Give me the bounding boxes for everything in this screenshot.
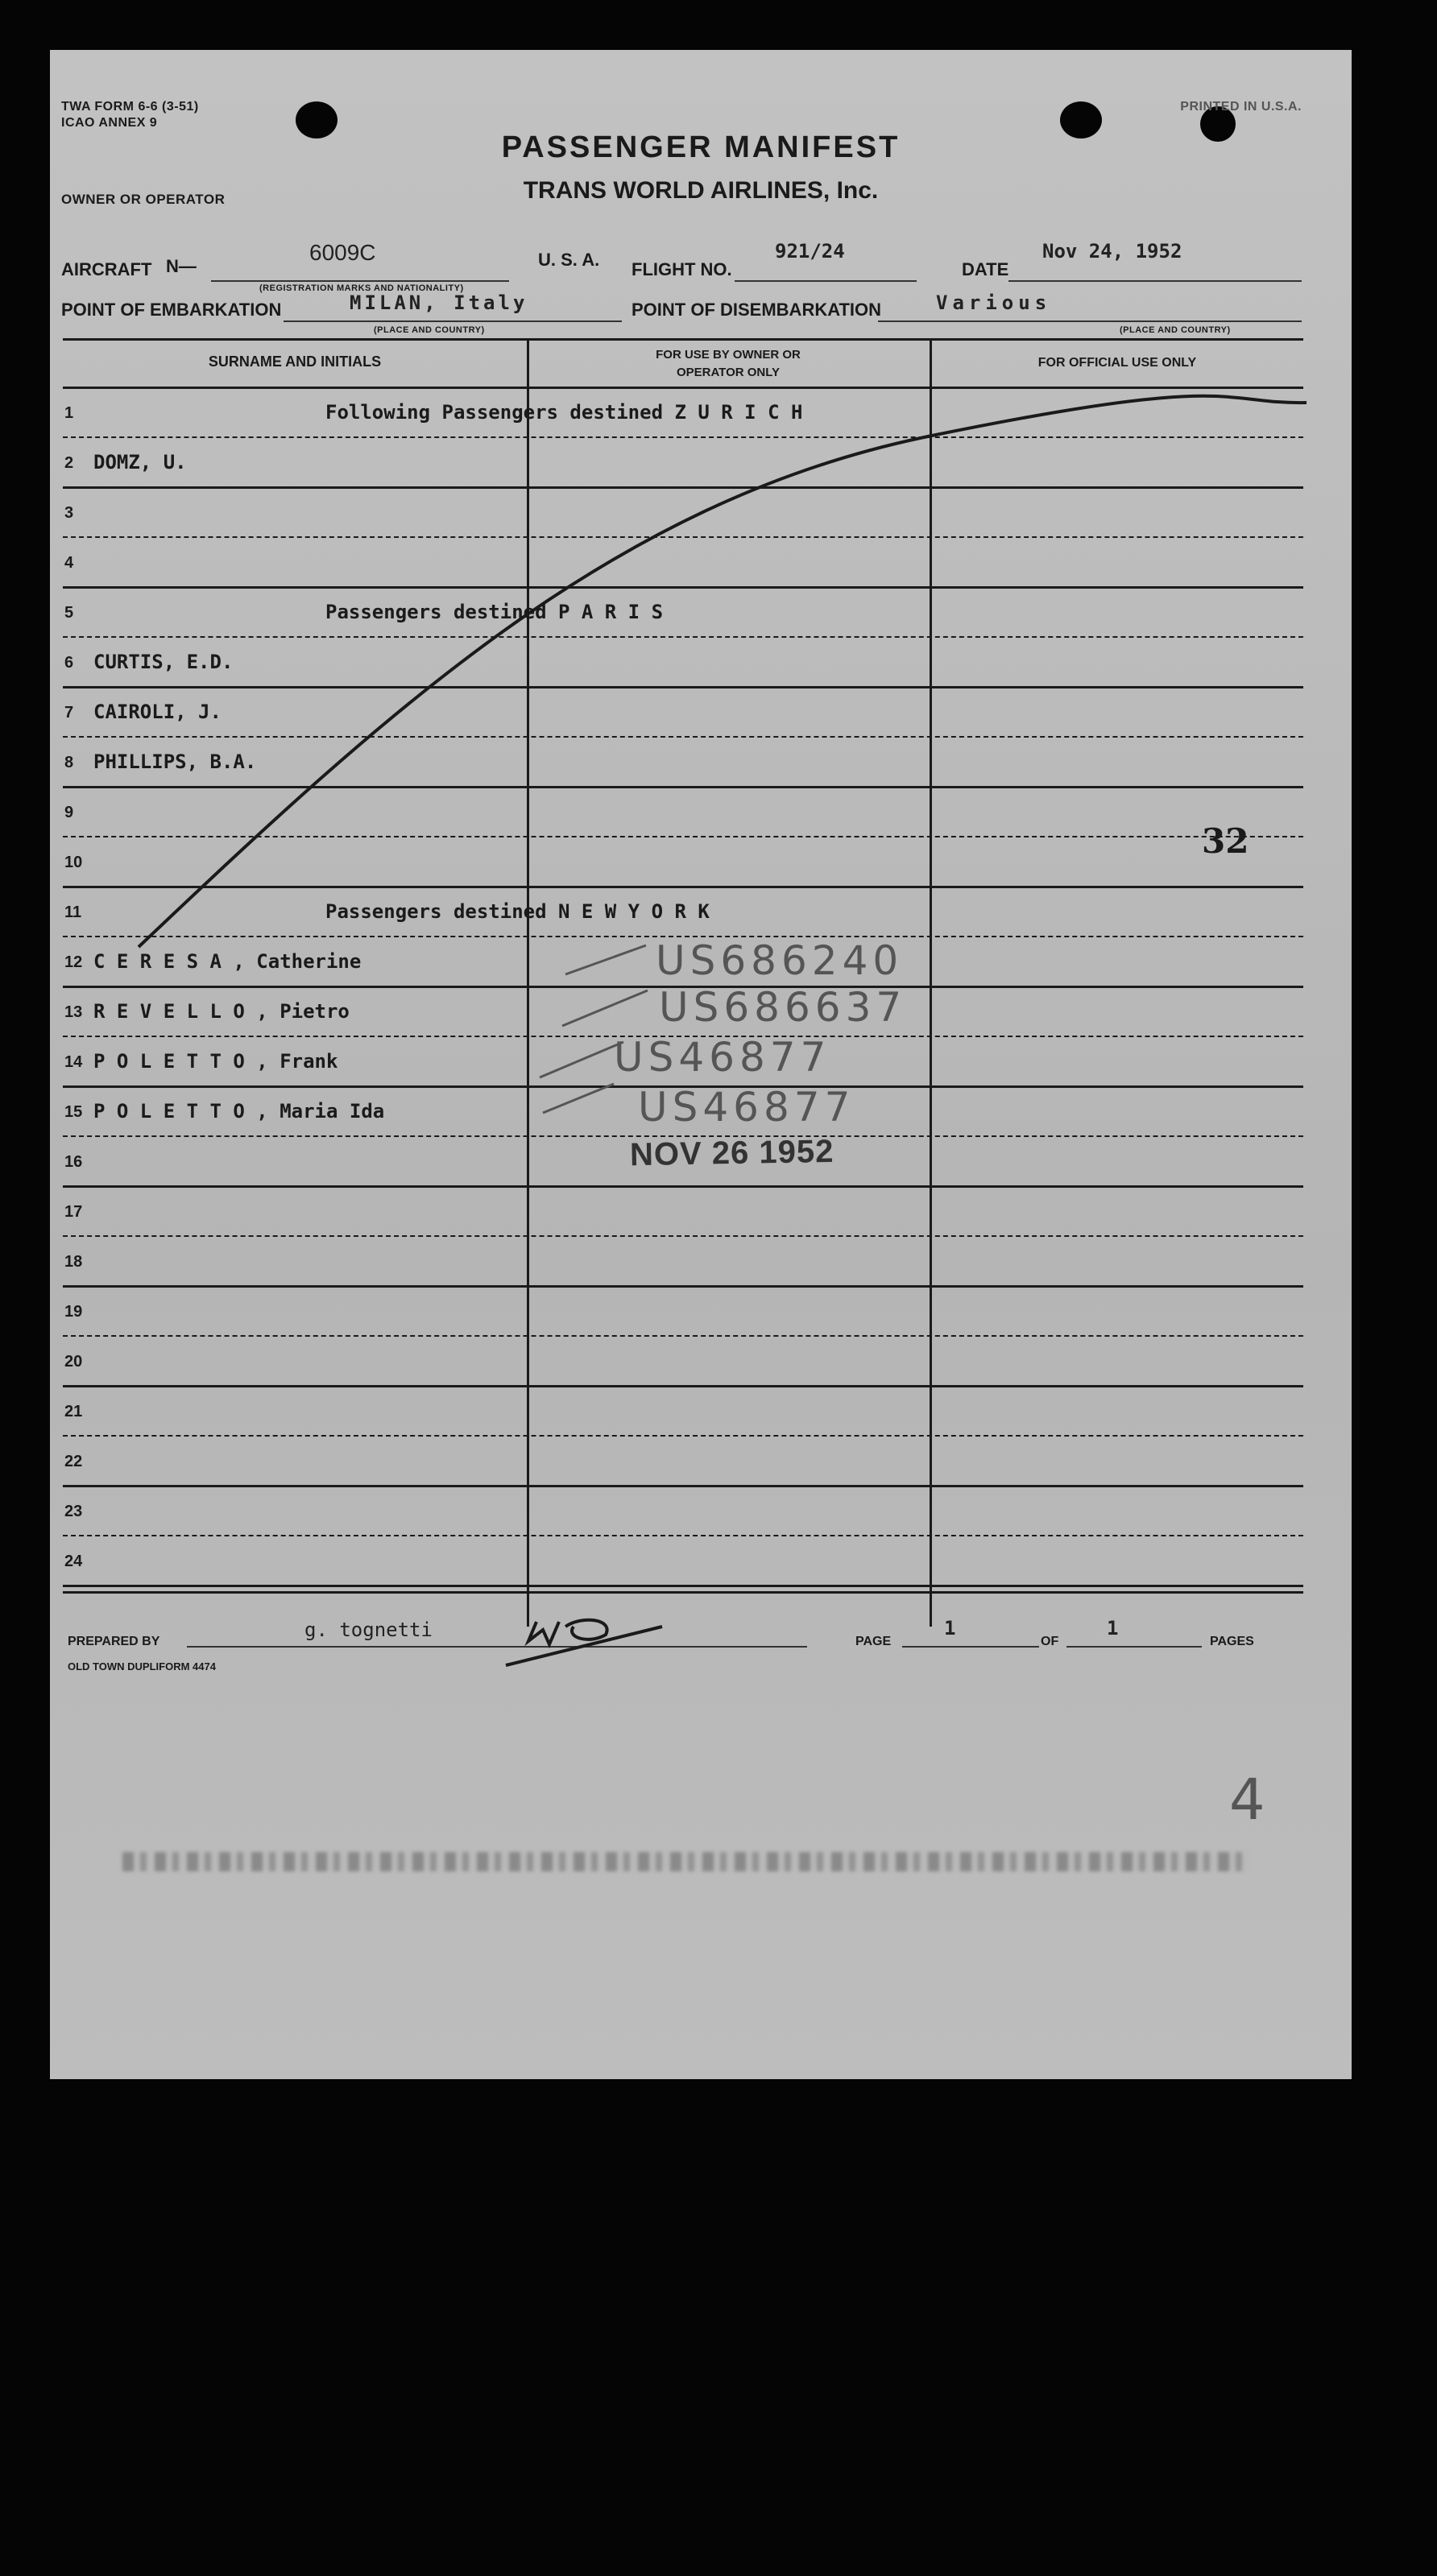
visa-number-row-15: US46877 (638, 1084, 855, 1131)
printer-note: OLD TOWN DUPLIFORM 4474 (68, 1660, 216, 1673)
of-label: OF (1041, 1635, 1059, 1648)
check-mark-row-14 (540, 1042, 623, 1077)
row-number: 3 (64, 504, 74, 522)
check-mark-row-15 (543, 1084, 614, 1113)
row-number: 19 (64, 1303, 83, 1321)
visa-number-row-12: US686240 (656, 937, 904, 984)
printed-in: PRINTED IN U.S.A. (1180, 100, 1302, 114)
row-number: 22 (64, 1453, 83, 1470)
row-number: 5 (64, 604, 74, 622)
passenger-name: R E V E L L O , Pietro (93, 1000, 350, 1023)
disembarkation-place: Various (936, 292, 1052, 314)
aircraft-label: AIRCRAFT (61, 259, 152, 279)
destination-heading: Following Passengers destined Z U R I C H (325, 401, 803, 424)
row-number: 23 (64, 1503, 83, 1520)
disembarkation-label: POINT OF DISEMBARKATION (632, 300, 882, 320)
column-header-owner-use: FOR USE BY OWNER OR OPERATOR ONLY (656, 348, 801, 379)
row-number: 12 (64, 953, 83, 971)
check-mark-row-13 (562, 990, 648, 1026)
row-number: 18 (64, 1253, 83, 1271)
manifest-sheet (50, 50, 1352, 2079)
flight-date: Nov 24, 1952 (1042, 240, 1182, 263)
page-label: PAGE (855, 1635, 892, 1648)
row-number: 24 (64, 1553, 83, 1570)
date-label: DATE (962, 259, 1009, 279)
row-number: 21 (64, 1403, 83, 1420)
official-count: 32 (1202, 821, 1249, 861)
row-number: 14 (64, 1053, 83, 1071)
disembarkation-note: (PLACE AND COUNTRY) (1120, 325, 1231, 335)
owner-label: OWNER OR OPERATOR (61, 192, 226, 207)
embarkation-note: (PLACE AND COUNTRY) (374, 325, 485, 335)
aircraft-number: 6009C (309, 240, 376, 265)
row-number: 9 (64, 804, 74, 821)
row-number: 4 (64, 554, 74, 572)
ink-marks (50, 50, 1352, 2079)
check-mark-row-12 (565, 945, 646, 974)
page-total: 1 (1107, 1617, 1119, 1639)
passenger-name: CURTIS, E.D. (93, 651, 234, 673)
row-number: 11 (64, 903, 82, 921)
date-stamp: NOV 26 1952 (629, 1133, 834, 1173)
column-header-official-use: FOR OFFICIAL USE ONLY (1037, 356, 1197, 370)
visa-number-row-13: US686637 (659, 984, 907, 1031)
prepared-by: g. tognetti (304, 1619, 433, 1641)
pages-label: PAGES (1210, 1635, 1254, 1648)
row-number: 16 (64, 1153, 83, 1171)
row-number: 8 (64, 754, 74, 771)
diagonal-strike-line (139, 396, 1307, 947)
passenger-name: PHILLIPS, B.A. (93, 750, 257, 773)
passenger-name: P O L E T T O , Maria Ida (93, 1100, 385, 1123)
passenger-name: P O L E T T O , Frank (93, 1050, 338, 1073)
row-number: 1 (64, 404, 74, 422)
prepared-label: PREPARED BY (68, 1635, 160, 1648)
passenger-name: CAIROLI, J. (93, 701, 222, 723)
row-number: 10 (64, 854, 83, 871)
aircraft-prefix: N— (166, 256, 197, 276)
row-number: 13 (64, 1003, 83, 1021)
row-number: 2 (64, 454, 74, 472)
nationality: U. S. A. (538, 250, 600, 270)
initials-signature (506, 1620, 662, 1665)
row-number: 15 (64, 1103, 83, 1121)
corner-mark: 4 (1229, 1767, 1270, 1833)
destination-heading: Passengers destined P A R I S (325, 601, 664, 623)
flight-no-label: FLIGHT NO. (632, 259, 732, 279)
aircraft-note: (REGISTRATION MARKS AND NATIONALITY) (259, 283, 464, 293)
row-number: 6 (64, 654, 74, 672)
row-number: 17 (64, 1203, 83, 1221)
row-number: 7 (64, 704, 74, 722)
page-title: PASSENGER MANIFEST (501, 130, 901, 164)
flight-no: 921/24 (775, 240, 845, 263)
destination-heading: Passengers destined N E W Y O R K (325, 900, 710, 923)
row-number: 20 (64, 1353, 83, 1371)
form-id-line1: TWA FORM 6-6 (3-51) (61, 100, 199, 114)
passenger-name: C E R E S A , Catherine (93, 950, 362, 973)
visa-number-row-14: US46877 (614, 1034, 831, 1081)
embarkation-place: MILAN, Italy (350, 292, 528, 314)
column-header-surname: SURNAME AND INITIALS (208, 354, 382, 370)
airline-name: TRANS WORLD AIRLINES, Inc. (523, 177, 879, 204)
page-number: 1 (944, 1617, 956, 1639)
passenger-name: DOMZ, U. (93, 451, 187, 473)
embarkation-label: POINT OF EMBARKATION (61, 300, 282, 320)
form-id-line2: ICAO ANNEX 9 (61, 116, 158, 130)
